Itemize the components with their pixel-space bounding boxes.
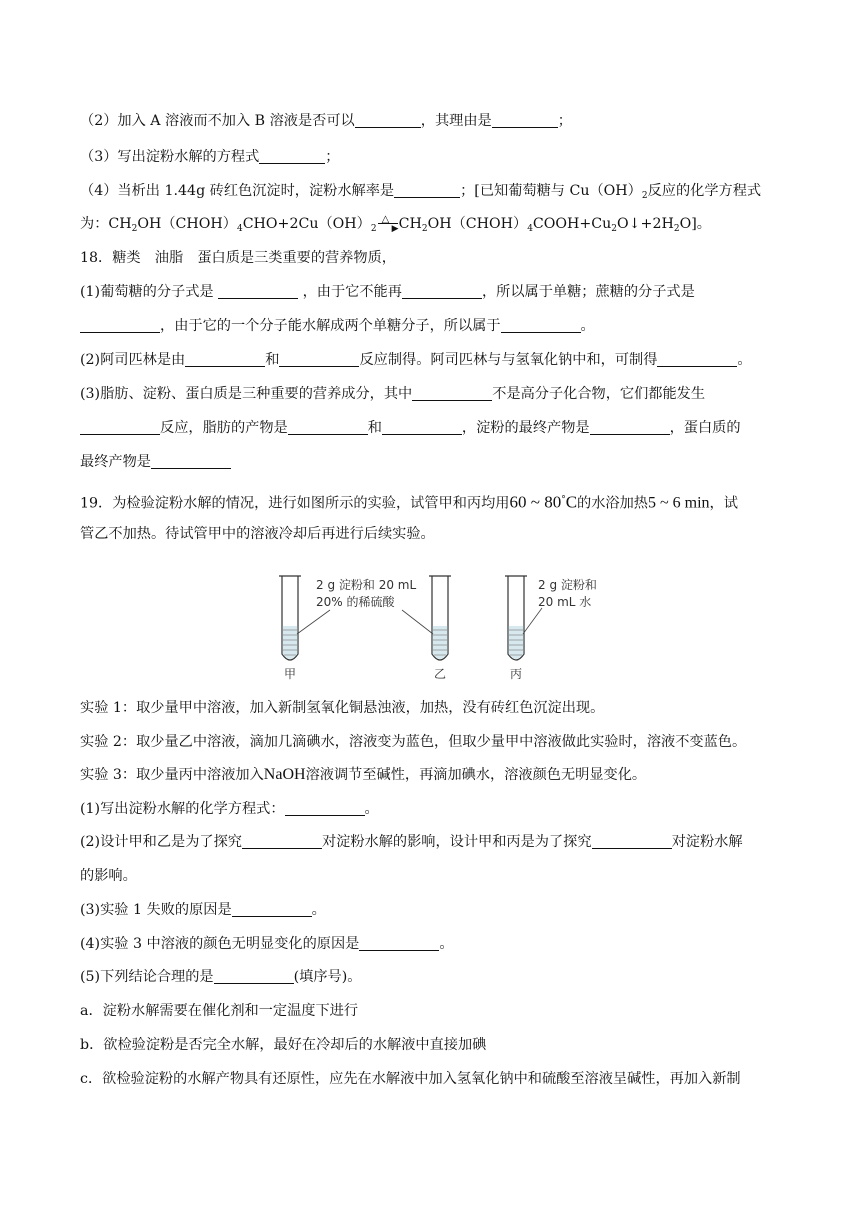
text-span: ，淀粉的最终产物是 [461,420,590,436]
text-span: (3)脂肪、淀粉、蛋白质是三种重要的营养成分，其中 [80,386,413,402]
q18-line1 [80,282,695,302]
text-span: 反应制得。阿司匹林与与氢氧化钠中和，可制得 [359,352,658,368]
text-span: ，蛋白质的 [669,420,741,436]
text-span: （3）写出淀粉水解的方程式 [80,149,260,165]
text-span: 最终产物是 [80,454,151,470]
answer-blank[interactable] [80,420,160,435]
q18-line2 [80,316,595,336]
answer-blank[interactable] [394,183,460,198]
text-span: OH（CHOH） [427,216,528,232]
answer-blank[interactable] [592,834,672,849]
text-span: 。 [580,318,595,334]
experiment-2: 实验 2：取少量乙中溶液，滴加几滴碘水，溶液变为蓝色，但取少量甲中溶液做此实验时，溶液不变蓝色。 [80,734,747,750]
text-span: 不是高分子化合物，它们都能发生 [492,386,706,402]
test-tubes-figure [260,572,620,682]
text-span: 。 [364,801,379,817]
q19-stem-line1 [80,490,738,514]
text-span: (5)下列结论合理的是 [80,969,214,985]
text-span: 为：CH [80,216,132,232]
text-span: (1)写出淀粉水解的化学方程式： [80,801,285,817]
text-span: ，所以属于单糖；蔗糖的分子式是 [481,284,695,300]
q17-part4 [80,181,761,206]
text-span: CHO+2Cu（OH） [242,216,371,232]
text-span: 溶液调节至碱性，再滴加碘水，溶液颜色无明显变化。 [305,767,647,783]
text-span: 2 [421,224,428,234]
text-span: CH [398,216,422,232]
q17-equation [80,214,711,239]
answer-blank[interactable] [359,936,439,951]
text-span: (4)实验 3 中溶液的颜色无明显变化的原因是 [80,936,360,952]
tube-label-jia: 甲 [284,667,297,681]
text-span: (2)阿司匹林是由 [80,352,186,368]
q18-title: 18．糖类 油脂 蛋白质是三类重要的营养物质， [80,250,396,266]
text-span: 2 [611,224,618,234]
text-span: ； [557,113,572,129]
test-tube-bing [505,576,542,660]
q19-sub3 [80,900,326,920]
text-span: 的水浴加热 [577,495,648,512]
text-span: 和 [265,352,280,368]
text-span: ； [325,149,340,165]
q18-line3 [80,350,752,370]
text-span: 反应的化学方程式 [647,183,762,199]
text-span: △ [381,214,390,225]
answer-blank[interactable] [657,352,737,367]
text-span: OH（CHOH） [137,216,237,232]
option-c: c．欲检验淀粉的水解产物具有还原性，应先在水解液中加入氢氧化钠中和硫酸至溶液呈碱性，再加入新制 [80,1071,741,1087]
answer-blank[interactable] [259,149,325,164]
text-span: (2)设计甲和乙是为了探究 [80,834,242,850]
text-span: 4 [527,224,533,234]
text-span: O↓+2H [617,216,674,232]
text-span: 2 [131,224,138,234]
option-a: a．淀粉水解需要在催化剂和一定温度下进行 [80,1003,359,1019]
answer-blank[interactable] [185,352,265,367]
text-span: 对淀粉水解的影响，设计甲和丙是为了探究 [321,834,592,850]
text-span: O]。 [679,216,711,232]
answer-blank[interactable] [492,113,558,128]
text-span: C [565,492,578,512]
label-water-mix-line2: 20 mL 水 [538,595,592,609]
q19-sub2 [80,832,743,852]
text-span: COOH+Cu [532,216,612,232]
q19-sub2-cont: 的影响。 [80,868,137,884]
answer-blank[interactable] [355,113,421,128]
text-span: 19．为检验淀粉水解的情况，进行如图所示的实验，试管甲和丙均用 [80,495,510,512]
q17-part3 [80,147,339,167]
text-span: 2 [641,191,648,201]
text-span: 。 [737,352,752,368]
text-span: 反应，脂肪的产物是 [160,420,288,436]
answer-blank[interactable] [590,420,670,435]
answer-blank[interactable] [402,284,482,299]
text-span: 。 [439,936,454,952]
answer-blank[interactable] [382,420,462,435]
answer-blank[interactable] [80,318,160,333]
q19-sub1 [80,799,379,819]
text-span: 和 [367,420,382,436]
answer-blank[interactable] [151,454,231,469]
text-span: 5 ~ 6 min [648,494,710,512]
text-span: ，试 [709,495,738,512]
text-span: ，由于它的一个分子能水解成两个单糖分子，所以属于 [160,318,501,334]
text-span: （4）当析出 1.44g 砖红色沉淀时，淀粉水解率是 [80,183,395,199]
text-span: ° [561,495,566,505]
text-span: 对淀粉水解 [671,834,743,850]
q19-sub4 [80,934,454,954]
answer-blank[interactable] [412,386,492,401]
answer-blank[interactable] [285,801,365,816]
tube-label-yi: 乙 [434,667,447,681]
text-span: (3)实验 1 失败的原因是 [80,902,232,918]
q18-line5 [80,418,741,438]
text-span: 实验 3：取少量丙中溶液加入 [80,767,264,783]
q19-sub5 [80,967,361,987]
text-span: 60 ~ 80 [509,492,562,512]
text-span: （2）加入 A 溶液而不加入 B 溶液是否可以 [80,113,355,129]
answer-blank[interactable] [501,318,581,333]
q18-line4 [80,384,705,404]
label-water-mix-line1: 2 g 淀粉和 [538,578,597,592]
q18-line6 [80,452,231,472]
experiment-1: 实验 1：取少量甲中溶液，加入新制氢氧化铜悬浊液，加热，没有砖红色沉淀出现。 [80,700,605,716]
text-span: NaOH [263,766,306,783]
text-span: (填序号)。 [293,969,362,985]
label-acid-mix-line2: 20% 的稀硫酸 [316,595,395,609]
answer-blank[interactable] [218,284,298,299]
text-span: ，由于它不能再 [298,284,402,300]
heating-arrow-icon: △ ▶ [377,214,399,230]
text-span: ，其理由是 [420,113,492,129]
q19-stem-line2: 管乙不加热。待试管甲中的溶液冷却后再进行后续实验。 [80,526,435,542]
answer-blank[interactable] [242,834,322,849]
q17-part2 [80,111,572,131]
text-span: (1)葡萄糖的分子式是 [80,284,219,300]
text-span: 2 [370,224,377,234]
text-span: ；[已知葡萄糖与 Cu（OH） [460,183,642,199]
text-span: 2 [673,224,680,234]
option-b: b．欲检验淀粉是否完全水解，最好在冷却后的水解液中直接加碘 [80,1037,487,1053]
answer-blank[interactable] [214,969,294,984]
tube-label-bing: 丙 [510,667,523,681]
answer-blank[interactable] [288,420,368,435]
label-acid-mix-line1: 2 g 淀粉和 20 mL [316,578,417,592]
answer-blank[interactable] [232,902,312,917]
experiment-3 [80,765,646,785]
text-span: 4 [236,224,243,234]
text-span: 。 [311,902,326,918]
answer-blank[interactable] [279,352,359,367]
